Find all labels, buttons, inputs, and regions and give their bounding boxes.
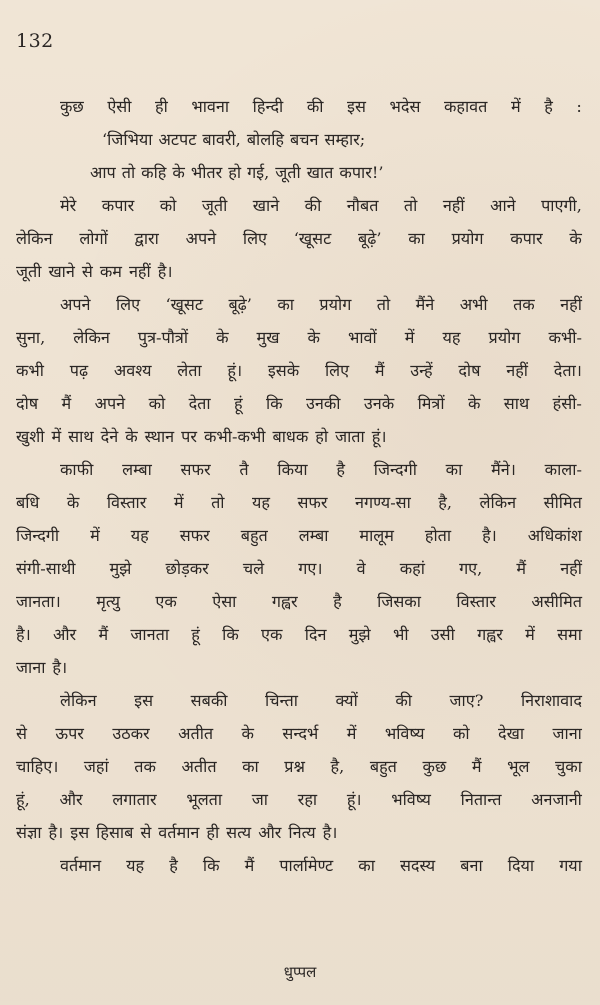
text-line: कभी पढ़ अवश्य लेता हूं। इसके लिए मैं उन्हें दोष नहीं देता। bbox=[16, 361, 582, 380]
page-body-text bbox=[16, 90, 582, 882]
text-line: अपने लिए ‘खूसट बूढ़े’ का प्रयोग तो मैंने अभी तक नहीं bbox=[60, 295, 582, 314]
text-line: जानता। मृत्यु एक ऐसा गह्वर है जिसका विस्तार असीमित bbox=[16, 592, 582, 611]
text-line: से ऊपर उठकर अतीत के सन्दर्भ में भविष्य को देखा जाना bbox=[16, 724, 582, 743]
text-line: लेकिन लोगों द्वारा अपने लिए ‘खूसट बूढ़े’ का प्रयोग कपार के bbox=[16, 229, 582, 248]
text-line: हूं, और लगातार भूलता जा रहा हूं। भविष्य नितान्त अनजानी bbox=[16, 790, 582, 809]
running-footer: धुप्पल bbox=[283, 963, 317, 981]
text-line: लेकिन इस सबकी चिन्ता क्यों की जाए? निराशावाद bbox=[60, 691, 582, 710]
text-line: जिन्दगी में यह सफर बहुत लम्बा मालूम होता है। अधिकांश bbox=[16, 526, 582, 545]
text-line: है। और मैं जानता हूं कि एक दिन मुझे भी उसी गह्वर में समा bbox=[16, 625, 582, 644]
text-line: ‘जिभिया अटपट बावरी, बोलहि बचन सम्हार; bbox=[102, 130, 366, 149]
text-line: बधि के विस्तार में तो यह सफर नगण्य-सा है, लेकिन सीमित bbox=[16, 493, 582, 512]
text-line: आप तो कहि के भीतर हो गई, जूती खात कपार!’ bbox=[90, 163, 384, 182]
text-line: काफी लम्बा सफर तै किया है जिन्दगी का मैंने। काला- bbox=[60, 460, 582, 479]
text-line: जाना है। bbox=[16, 658, 68, 677]
text-line: जूती खाने से कम नहीं है। bbox=[16, 262, 173, 281]
text-line: मेरे कपार को जूती खाने की नौबत तो नहीं आने पाएगी, bbox=[60, 196, 582, 215]
text-line: दोष मैं अपने को देता हूं कि उनकी उनके मित्रों के साथ हंसी- bbox=[16, 394, 582, 413]
text-line: संगी-साथी मुझे छोड़कर चले गए। वे कहां गए, मैं नहीं bbox=[16, 559, 582, 578]
page-number: 132 bbox=[16, 30, 54, 52]
text-line: खुशी में साथ देने के स्थान पर कभी-कभी बाधक हो जाता हूं। bbox=[16, 427, 387, 446]
text-line: संज्ञा है। इस हिसाब से वर्तमान ही सत्य और नित्य है। bbox=[16, 823, 338, 842]
text-line: सुना, लेकिन पुत्र-पौत्रों के मुख के भावों में यह प्रयोग कभी- bbox=[16, 328, 582, 347]
text-line: वर्तमान यह है कि मैं पार्लामेण्ट का सदस्य बना दिया गया bbox=[60, 856, 582, 875]
text-line: चाहिए। जहां तक अतीत का प्रश्न है, बहुत कुछ मैं भूल चुका bbox=[16, 757, 582, 776]
text-line: कुछ ऐसी ही भावना हिन्दी की इस भदेस कहावत में है : bbox=[60, 97, 582, 116]
